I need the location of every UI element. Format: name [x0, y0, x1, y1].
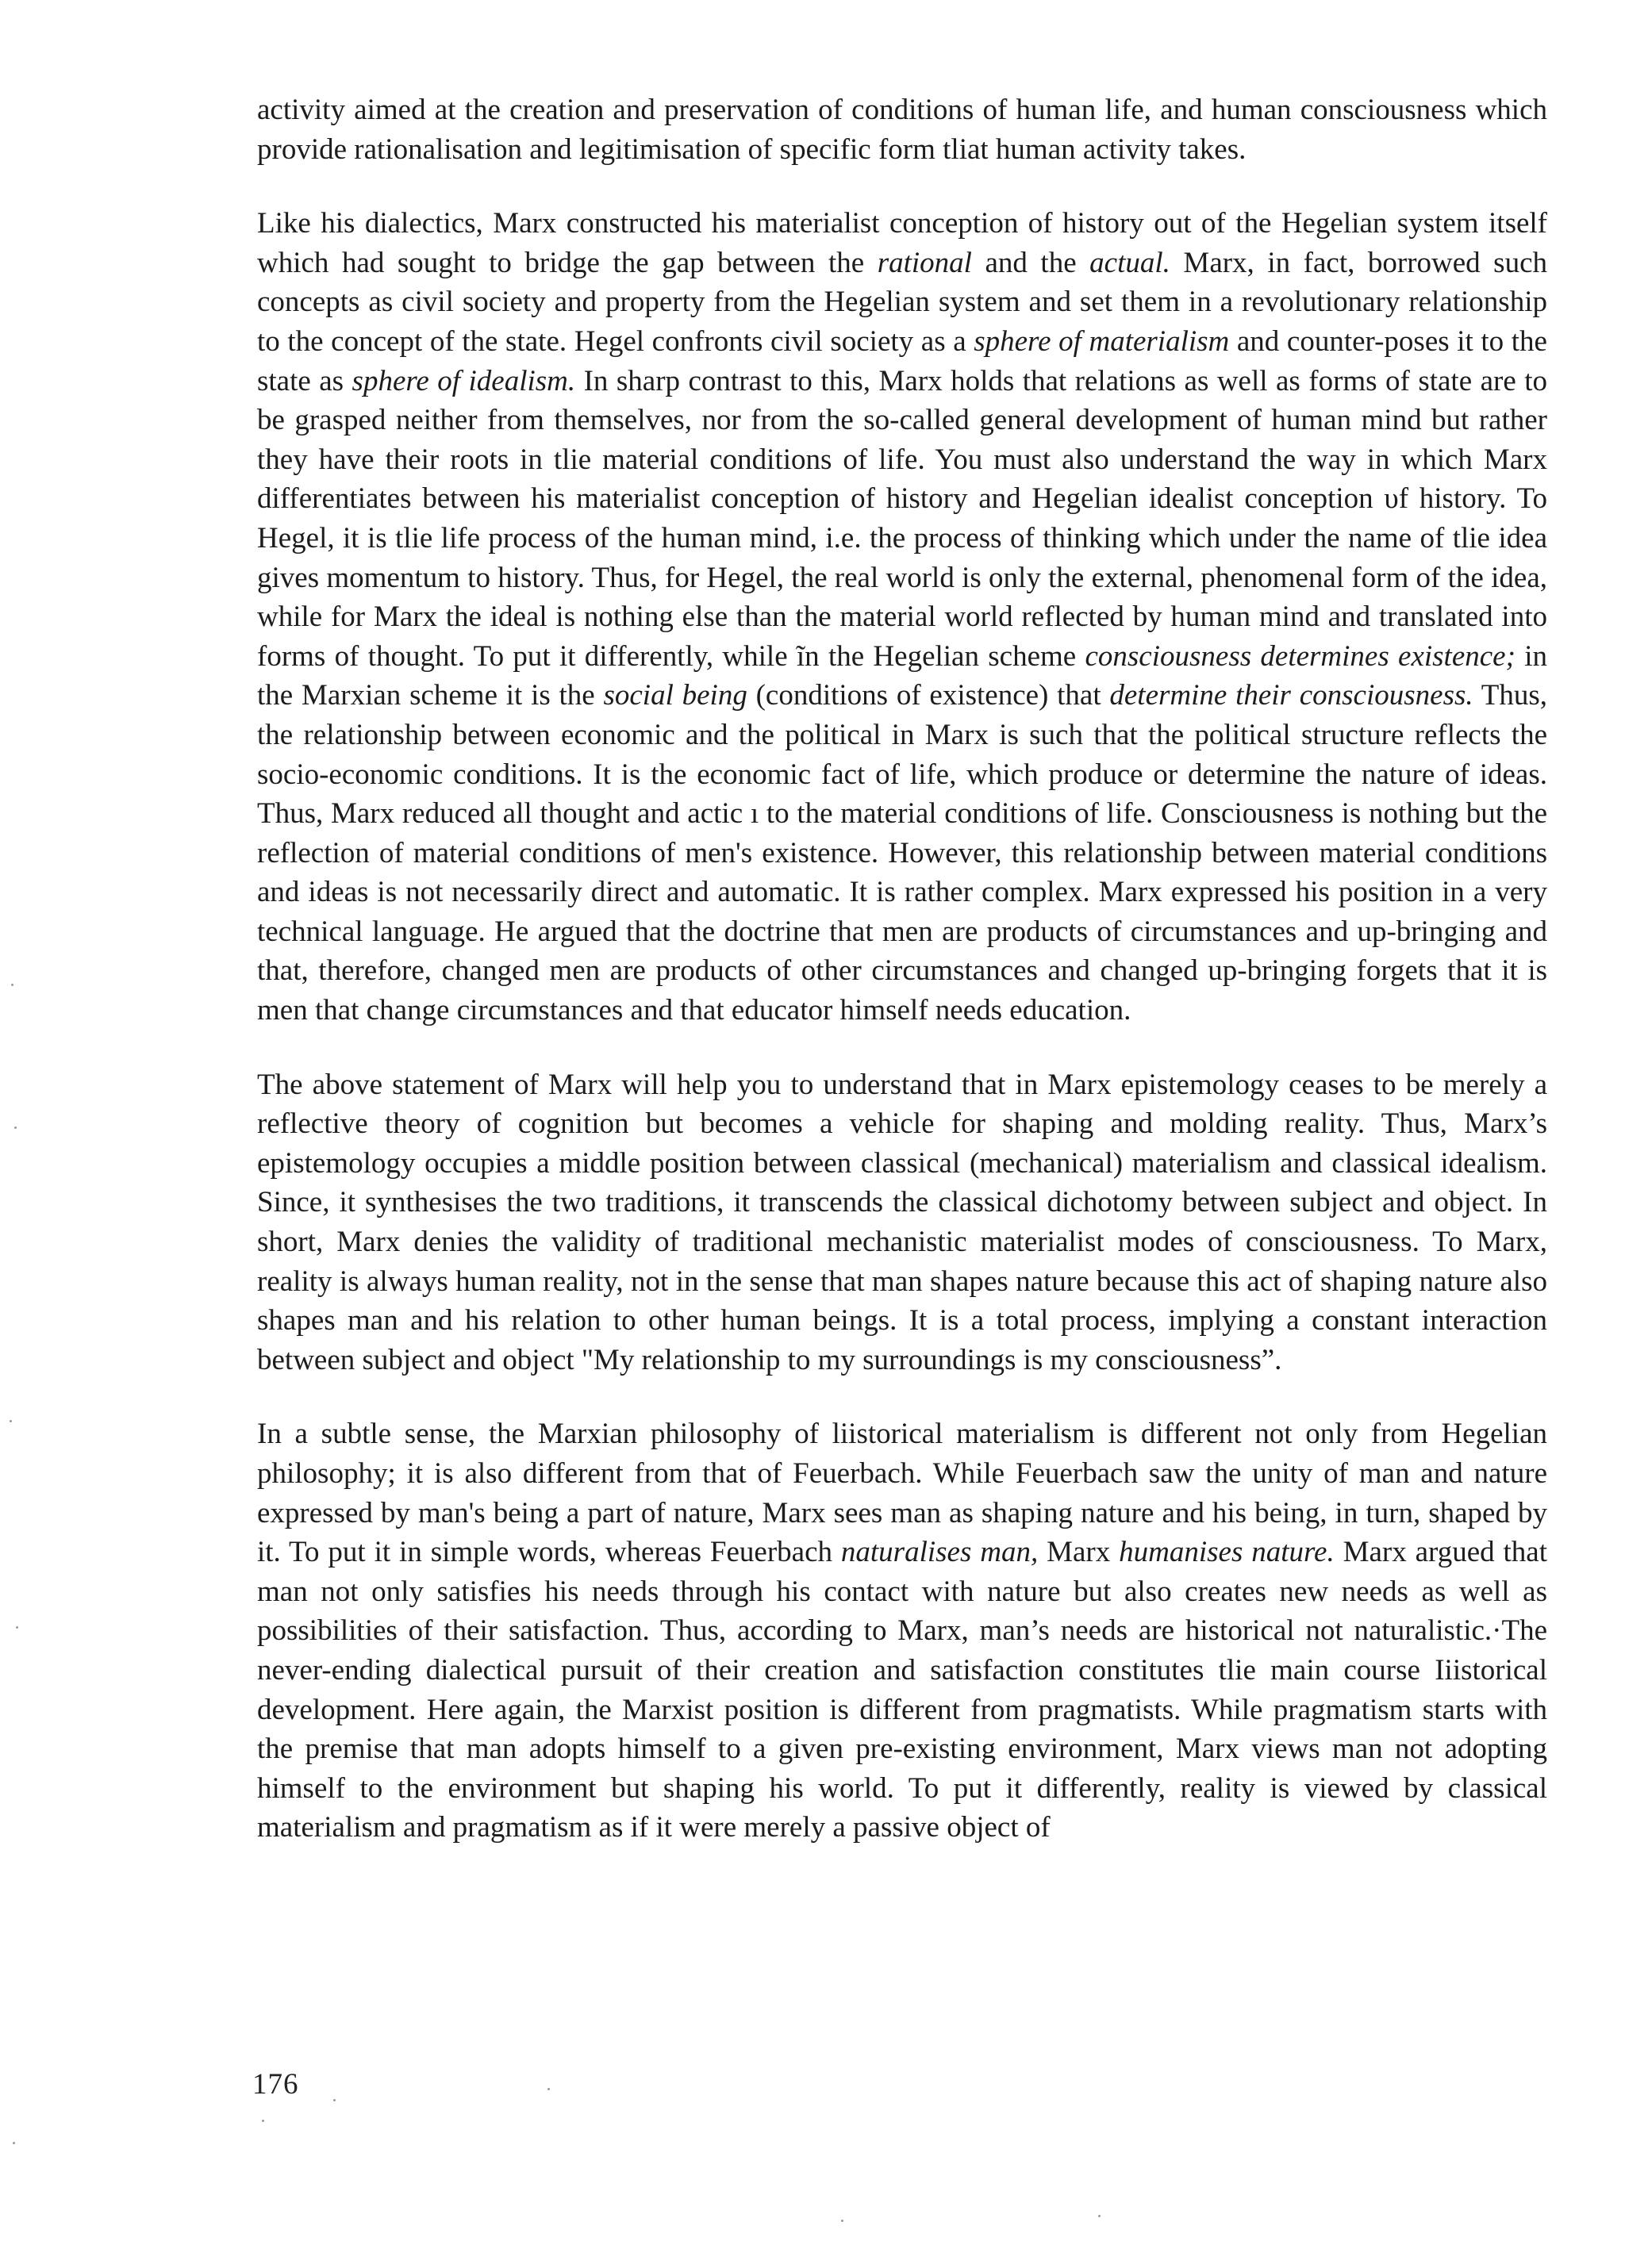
italic-text: actual. — [1089, 246, 1170, 279]
paragraph-3 — [257, 1065, 1547, 1380]
scan-speck — [16, 1626, 18, 1629]
scan-speck — [14, 1126, 17, 1129]
italic-text: rational — [877, 246, 972, 279]
body-text-segment: The above statement of Marx will help you to understand that in Marx epistemology ceases to be merely a reflective theory of cognition but becomes a vehicle for shaping and molding reality. Thus, Marx’s epistemology occupies a middle position between classical (mechanical) materialism and classical idealism. Since, it synthesises the two traditions, it transcends the classical dichotomy between subject and object. In short, Marx denies the validity of traditional mechanistic materialist modes of consciousness. To Marx, reality is always human reality, not in the sense that man shapes nature because this act of shaping nature also shapes man and his relation to other human beings. It is a total process, implying a constant interaction between subject and object "My relationship to my surroundings is my consciousness”. — [257, 1068, 1547, 1376]
body-text — [257, 90, 1547, 1848]
page-number: 176 — [252, 2068, 299, 2101]
body-text-segment: and the — [971, 246, 1090, 279]
scan-speck — [13, 2142, 15, 2144]
body-text-segment: Thus, the relationship between economic and the political in Marx is such that the political structure reflects the socio-economic conditions. It is the economic fact of life, which produce or determine the nature of ideas. Thus, Marx reduced all thought and actic ı to the material conditions of life. Consciousness is nothing but the reflection of material conditions of men's existence. However, this relationship between material conditions and ideas is not necessarily direct and automatic. It is rather complex. Marx expressed his position in a very technical language. He argued that the doctrine that men are products of circumstances and up-bringing and that, therefore, changed men are products of other circumstances and changed up-bringing forgets that it is men that change circumstances and that educator himself needs education. — [257, 679, 1547, 1027]
italic-text: social being — [603, 679, 747, 712]
body-text-segment: Marx — [1038, 1536, 1120, 1569]
body-text-segment: Marx, in fact, borrowed such concepts as civil society and property from the Hegelian system and set them in a revolutionary relationship to the concept of the state. Hegel confronts civil society as a — [257, 246, 1548, 358]
body-text-segment: and counter-poses it to the state as — [257, 324, 1547, 397]
scan-speck — [547, 2088, 550, 2090]
italic-text: determine their consciousness. — [1109, 679, 1473, 712]
italic-text: sphere of materialism — [974, 324, 1230, 358]
italic-text: humanises nature. — [1119, 1536, 1335, 1569]
body-text-segment: Marx argued that man not only satisfies his needs through his contact with nature but also creates new needs as well as possibilities of their satisfaction. Thus, according to Marx, man’s needs are historical not naturalistic.·The never-ending dialectical pursuit of their creation and satisfaction constitutes tlie main course Iiistorical development. Here again, the Marxist position is different from pragmatists. While pragmatism starts with the premise that man adopts himself to a given pre-existing environment, Marx views man not adopting himself to the environment but shaping his world. To put it differently, reality is viewed by classical materialism and pragmatism as if it were merely a passive object of — [257, 1536, 1547, 1844]
body-text-segment: Like his dialectics, Marx constructed his materialist conception of history out of the Hegelian system itself which had sought to bridge the gap between the — [257, 207, 1547, 279]
body-text-segment: (conditions of existence) that — [747, 679, 1110, 712]
body-text-segment: In sharp contrast to this, Marx holds that relations as well as forms of state are to be grasped neither from themselves, nor from the so-called general development of human mind but rather they have their roots in tlie material conditions of life. You must also understand the way in which Marx differentiates between his materialist conception of history and Hegelian idealist conception υf history. To Hegel, it is tlie life process of the human mind, i.e. the process of thinking which under the name of tlie idea gives momentum to history. Thus, for Hegel, the real world is only the external, phenomenal form of the idea, while for Marx the ideal is nothing else than the material world reflected by human mind and translated into forms of thought. To put it differently, while ĩn the Hegelian scheme — [257, 364, 1547, 673]
scan-speck — [841, 2220, 843, 2222]
scan-speck — [10, 1420, 12, 1422]
body-text-segment: In a subtle sense, the Marxian philosophy of liistorical materialism is different not only from Hegelian philosophy; it is also different from that of Feuerbach. While Feuerbach saw the unity of man and nature expressed by man's being a part of nature, Marx sees man as shaping nature and his being, in turn, shaped by it. To put it in simple words, whereas Feuerbach — [257, 1418, 1547, 1569]
italic-text: naturalises man, — [840, 1536, 1039, 1569]
paragraph-1 — [257, 90, 1547, 169]
paragraph-2 — [257, 204, 1547, 1030]
italic-text: consciousness determines existence; — [1085, 639, 1516, 673]
scan-speck — [333, 2099, 336, 2101]
body-text-segment: in the Marxian scheme it is the — [257, 639, 1547, 712]
paragraph-4 — [257, 1414, 1547, 1848]
body-text-segment: activity aimed at the creation and preservation of conditions of human life, and human consciousness which provide rationalisation and legitimisation of specific form tliat human activity takes. — [257, 94, 1547, 166]
italic-text: sphere of idealism. — [352, 364, 576, 397]
scan-speck — [1098, 2215, 1101, 2217]
scan-speck — [262, 2120, 264, 2122]
scan-speck — [11, 984, 13, 986]
